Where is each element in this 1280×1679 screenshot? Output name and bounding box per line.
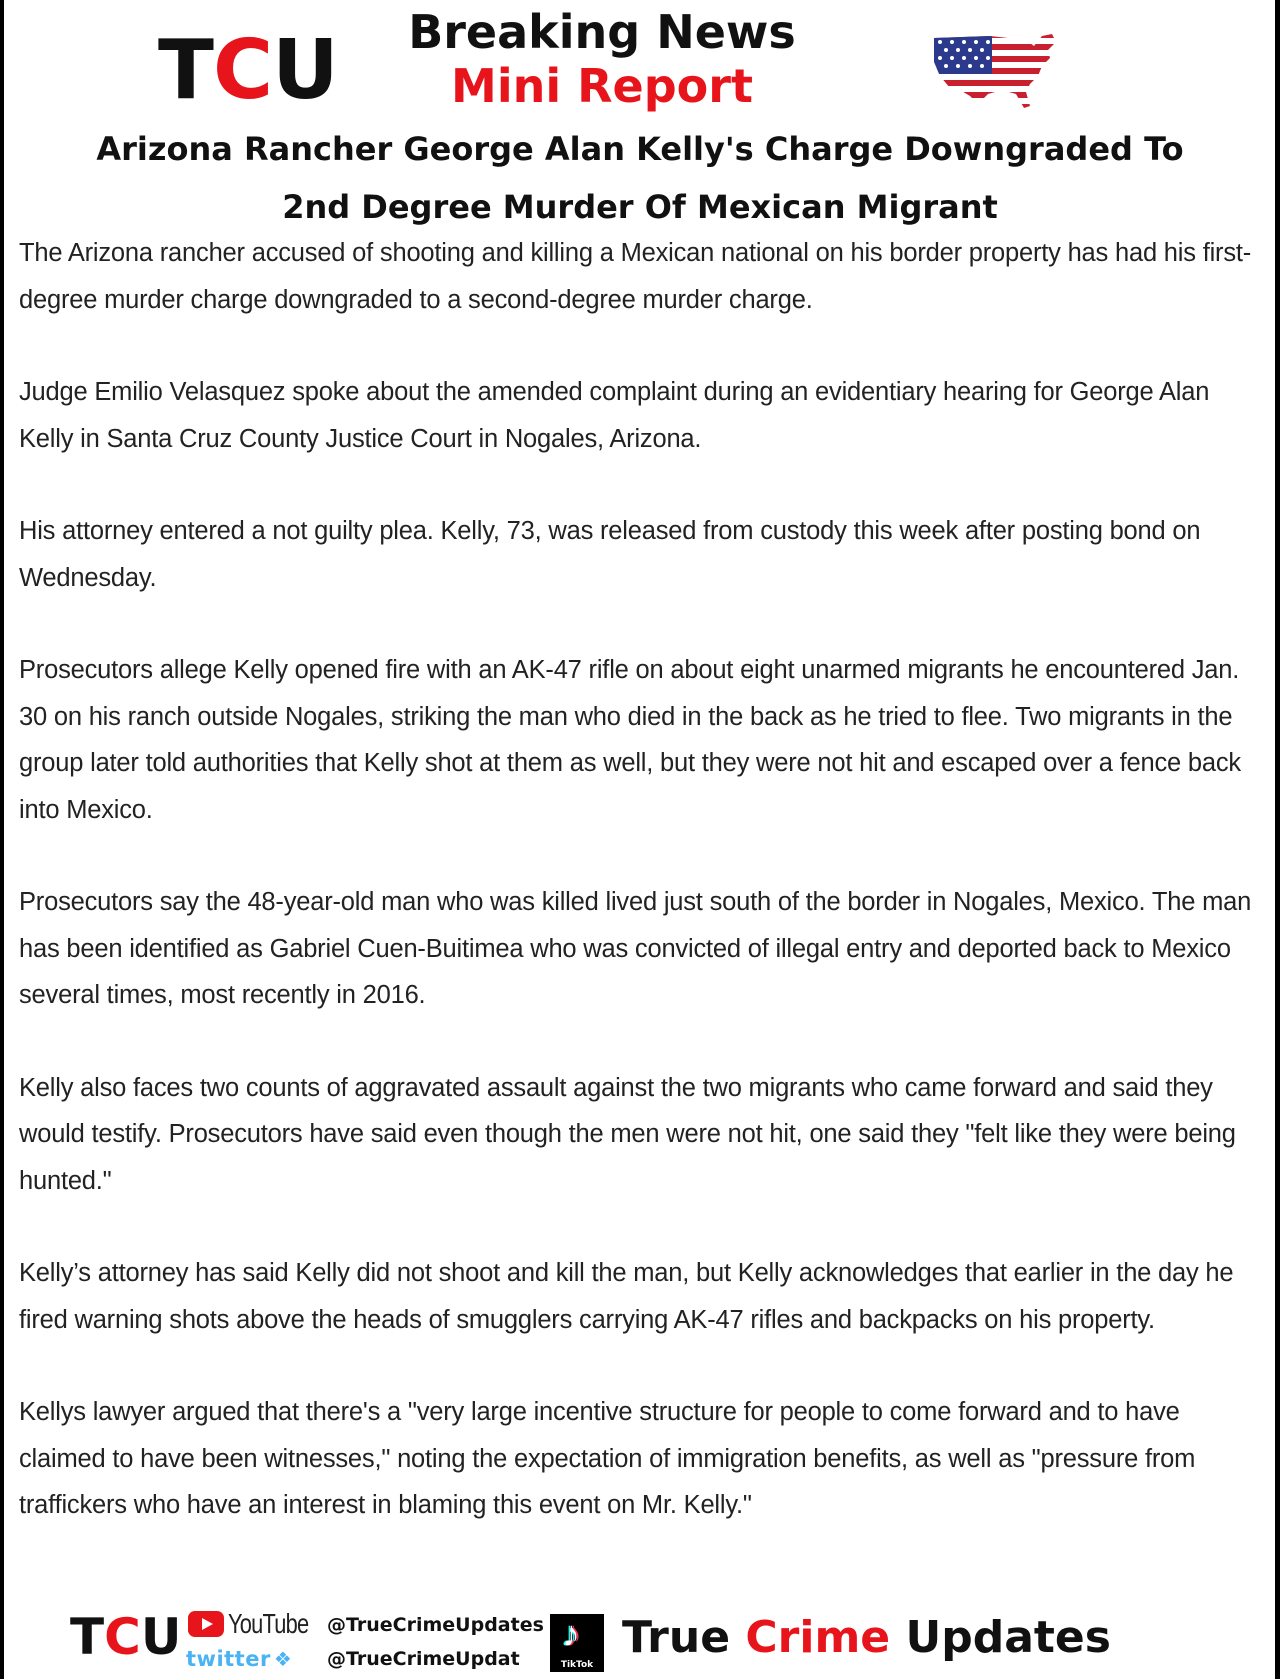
logo-letter-u: U	[272, 23, 338, 118]
article-paragraph: The Arizona rancher accused of shooting and killing a Mexican national on his border property has had his first-degree murder charge downgraded to a second-degree murder charge.	[19, 239, 1252, 314]
article-headline	[20, 120, 1260, 236]
article-paragraph: Judge Emilio Velasquez spoke about the amended complaint during an evidentiary hearing for George Alan Kelly in Santa Cruz County Justice Court in Nogales, Arizona.	[19, 378, 1210, 453]
twitter-link[interactable]	[186, 1644, 292, 1674]
footer-tcu-logo	[70, 1608, 182, 1666]
article-paragraph: Kelly also faces two counts of aggravated assault against the two migrants who came forward and said they would testify. Prosecutors have said even though the men were not hit, one said they "felt like they were being hunted."	[19, 1073, 1236, 1195]
logo-letter-c: C	[212, 23, 273, 118]
breaking-news-label: Breaking News	[408, 5, 796, 59]
article-body	[19, 230, 1264, 1575]
youtube-play-icon	[188, 1611, 224, 1637]
article-paragraph: Kellys lawyer argued that there's a "very large incentive structure for people to come forward and to have claimed to have been witnesses," noting the expectation of immigration benefits, as well as "pressure from traffickers who have an interest in blaming this event on Mr. Kelly."	[19, 1398, 1196, 1519]
article-paragraph: Prosecutors say the 48-year-old man who was killed lived just south of the border in Nogales, Mexico. The man has been identified as Gabriel Cuen-Buitimea who was convicted of illegal entry and deported back to Mexico several times, most recently in 2016.	[19, 888, 1252, 1009]
youtube-link[interactable]	[188, 1608, 331, 1640]
youtube-handle[interactable]: @TrueCrimeUpdates	[327, 1614, 544, 1636]
article-paragraph: Kelly’s attorney has said Kelly did not shoot and kill the man, but Kelly acknowledges that earlier in the day he fired warning shots above the heads of smugglers carrying AK-47 rifles and backpacks on his property.	[19, 1259, 1234, 1334]
logo-letter-t: T	[70, 1608, 105, 1666]
twitter-bird-icon: ❖	[273, 1648, 292, 1671]
tiktok-note-icon: ♪	[562, 1613, 580, 1654]
mini-report-label: Mini Report	[451, 59, 753, 113]
tiktok-label: TikTok	[560, 1660, 594, 1670]
article-paragraph: Prosecutors allege Kelly opened fire with an AK-47 rifle on about eight unarmed migrants he encountered Jan. 30 on his ranch outside Nogales, striking the man who died in the back as he tried to flee. Two migrants in the group later told authorities that Kelly shot at them as well, but they were not hit and escaped over a fence back into Mexico.	[19, 656, 1241, 824]
brand-word-crime: Crime	[745, 1612, 891, 1663]
logo-letter-c: C	[104, 1608, 141, 1666]
report-title	[380, 4, 824, 112]
true-crime-updates-brand	[622, 1614, 1111, 1662]
logo-letter-u: U	[140, 1608, 182, 1666]
tcu-logo	[158, 23, 338, 118]
logo-letter-t: T	[158, 23, 213, 118]
twitter-handle[interactable]: @TrueCrimeUpdat	[327, 1648, 520, 1670]
youtube-label: YouTube	[228, 1608, 309, 1639]
headline-line-2: 2nd Degree Murder Of Mexican Migrant	[282, 188, 998, 226]
footer	[0, 1608, 1280, 1679]
tiktok-link[interactable]	[550, 1614, 604, 1672]
brand-word-updates: Updates	[905, 1612, 1111, 1663]
headline-line-1: Arizona Rancher George Alan Kelly's Charge Downgraded To	[96, 130, 1184, 168]
article-paragraph: His attorney entered a not guilty plea. Kelly, 73, was released from custody this week after posting bond on Wednesday.	[19, 517, 1201, 592]
usa-map-flag-icon	[930, 32, 1062, 114]
twitter-label: twitter	[186, 1647, 271, 1671]
brand-word-true: True	[622, 1612, 731, 1663]
